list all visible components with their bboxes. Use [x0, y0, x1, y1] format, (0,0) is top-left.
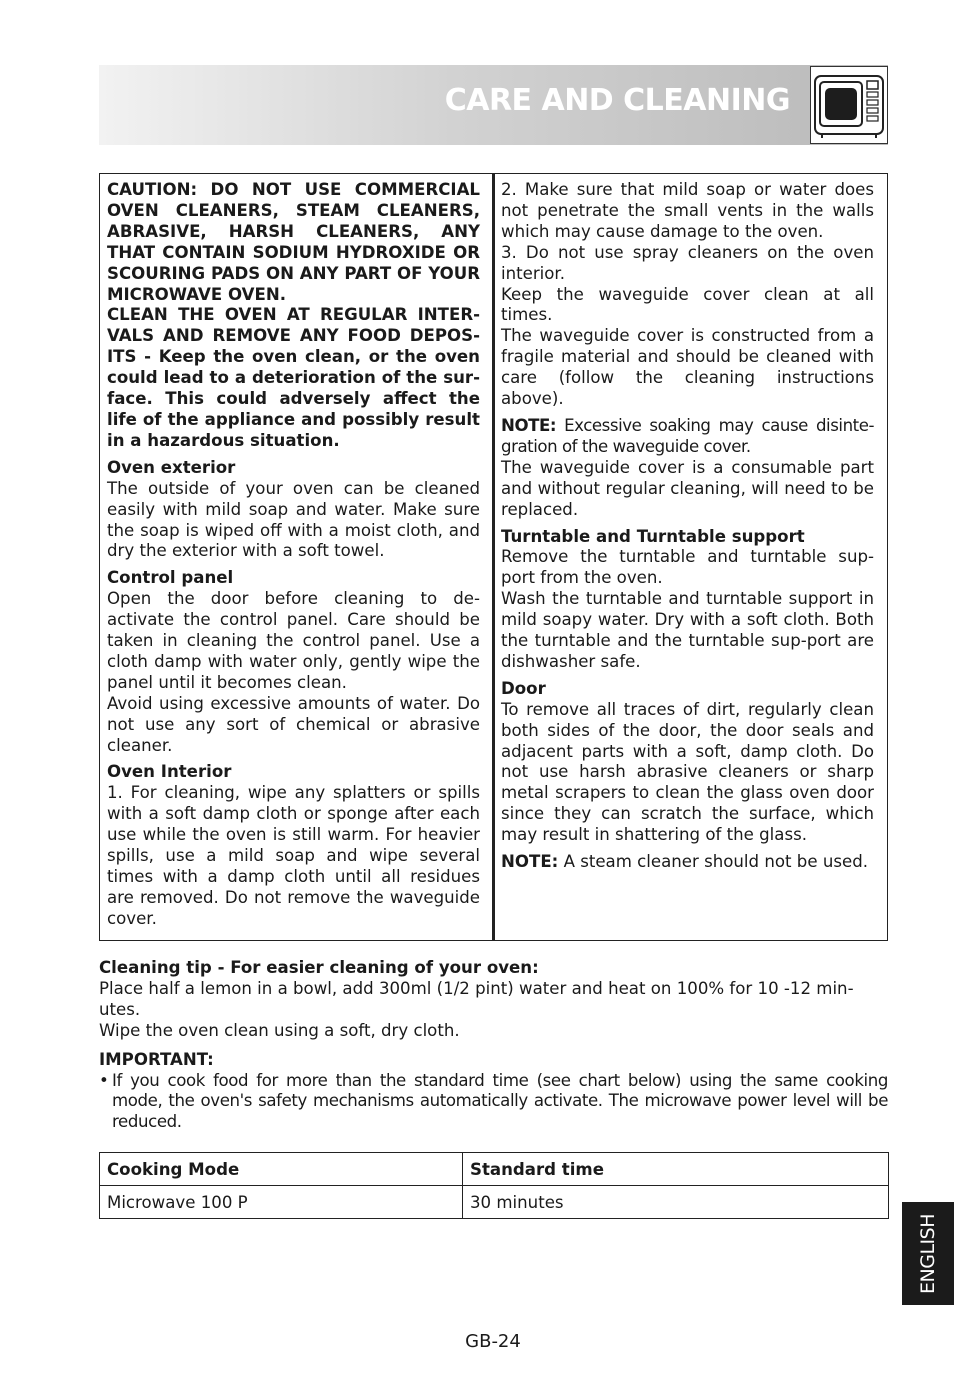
control-panel-warning: Avoid using excessive amounts of water. Do not use any sort of chemical or abrasive cleaner.	[107, 693, 480, 755]
cleaning-tip-heading: Cleaning tip - For easier cleaning of your oven:	[99, 958, 539, 977]
oven-exterior-heading: Oven exterior	[107, 457, 236, 477]
waveguide-fragile-text: The waveguide cover is constructed from a fragile material and should be cleaned with care (follow the cleaning instructions above).	[501, 326, 874, 409]
table-header-cell: Standard time	[463, 1153, 889, 1186]
door-heading: Door	[501, 678, 546, 698]
page-header	[99, 65, 888, 145]
note-text: A steam cleaner should not be used.	[558, 852, 868, 872]
regular-cleaning-warning: CLEAN THE OVEN AT REGULAR INTER-VALS AND REMOVE ANY FOOD DEPOS-ITS - Keep the oven clean, or the oven could lead to a deterioration of the sur-face. This could adversely affect the life of the appliance and possibly result in a hazardous situation.	[107, 305, 480, 450]
note-label: NOTE:	[501, 852, 559, 872]
table-row	[100, 1186, 889, 1219]
language-label: ENGLISH	[917, 1213, 939, 1294]
control-panel-heading: Control panel	[107, 568, 234, 588]
turntable-wash-text: Wash the turntable and turntable support in mild soapy water. Dry with a soft cloth. Both the turntable and the turntable sup-port are dishwasher safe.	[501, 589, 874, 671]
waveguide-consumable-text: The waveguide cover is a consumable part and without regular cleaning, will need to be replaced.	[501, 457, 874, 519]
waveguide-clean-text: Keep the waveguide cover clean at all times.	[501, 284, 874, 325]
interior-step-2: 2. Make sure that mild soap or water does not penetrate the small vents in the walls which may cause damage to the oven.	[501, 180, 874, 241]
oven-interior-text: 1. For cleaning, wipe any splatters or spills with a soft damp cloth or sponge after each use while the oven is still warm. For heavier spills, use a mild soap and wipe several times with a damp cloth until all residues are removed. Do not remove the waveguide cover.	[107, 783, 480, 928]
table-header-row	[100, 1153, 889, 1186]
bullet-icon: •	[99, 1070, 109, 1090]
door-text: To remove all traces of dirt, regularly clean both sides of the door, the door seals and adjacent parts with a soft, damp cloth. Do not use harsh abrasive cleaners or sharp metal scrapers to clean the glass oven door since they can scratch the surface, which may result in shattering of the glass.	[501, 699, 874, 845]
page-title: CARE AND CLEANING	[444, 83, 790, 118]
microwave-icon	[810, 66, 888, 144]
oven-exterior-text: The outside of your oven can be cleaned easily with mild soap and water. Make sure the soap is wiped off with a moist cloth, and dry the exterior with a soft towel.	[107, 478, 480, 561]
cleaning-instructions-box	[99, 173, 888, 941]
table-cell: 30 minutes	[463, 1186, 889, 1219]
cleaning-tip-section	[99, 958, 888, 1133]
cleaning-tip-wipe: Wipe the oven clean using a soft, dry cloth.	[99, 1020, 460, 1040]
column-divider	[492, 174, 495, 940]
turntable-heading: Turntable and Turntable support	[501, 526, 805, 546]
table-cell: Microwave 100 P	[100, 1186, 463, 1219]
control-panel-text: Open the door before cleaning to de-activate the control panel. Care should be taken in cleaning the control panel. Use a cloth damp with water only, gently wipe the panel until it becomes clean.	[107, 589, 480, 692]
note-label: NOTE:	[501, 415, 557, 435]
language-tab	[902, 1202, 954, 1305]
cleaning-tip-text: Place half a lemon in a bowl, add 300ml (1/2 pint) water and heat on 100% for 10 -12 min-utes.	[99, 978, 854, 1019]
waveguide-note	[501, 416, 874, 458]
steam-cleaner-note	[501, 852, 874, 873]
important-heading: IMPORTANT:	[99, 1049, 214, 1069]
interior-step-3: 3. Do not use spray cleaners on the oven interior.	[501, 242, 874, 283]
important-text: If you cook food for more than the standard time (see chart below) using the same cooking mode, the oven's safety mechanisms automatically activate. The microwave power level will be reduced.	[112, 1070, 888, 1132]
note-text: Excessive soaking may cause disinte-gration of the waveguide cover.	[501, 415, 874, 456]
page-number: GB-24	[465, 1331, 521, 1352]
turntable-remove-text: Remove the turntable and turntable sup-port from the oven.	[501, 547, 874, 588]
oven-interior-heading: Oven Interior	[107, 762, 232, 782]
important-bullet	[99, 1071, 888, 1134]
right-column	[501, 180, 874, 873]
standard-time-table	[99, 1152, 889, 1219]
caution-text: CAUTION: DO NOT USE COMMERCIAL OVEN CLEANERS, STEAM CLEANERS, ABRASIVE, HARSH CLEANERS, ANY THAT CONTAIN SODIUM HYDROXIDE OR SCOURING PADS ON ANY PART OF YOUR MICROWAVE OVEN.	[107, 180, 480, 304]
left-column	[107, 180, 480, 930]
table-header-cell: Cooking Mode	[100, 1153, 463, 1186]
